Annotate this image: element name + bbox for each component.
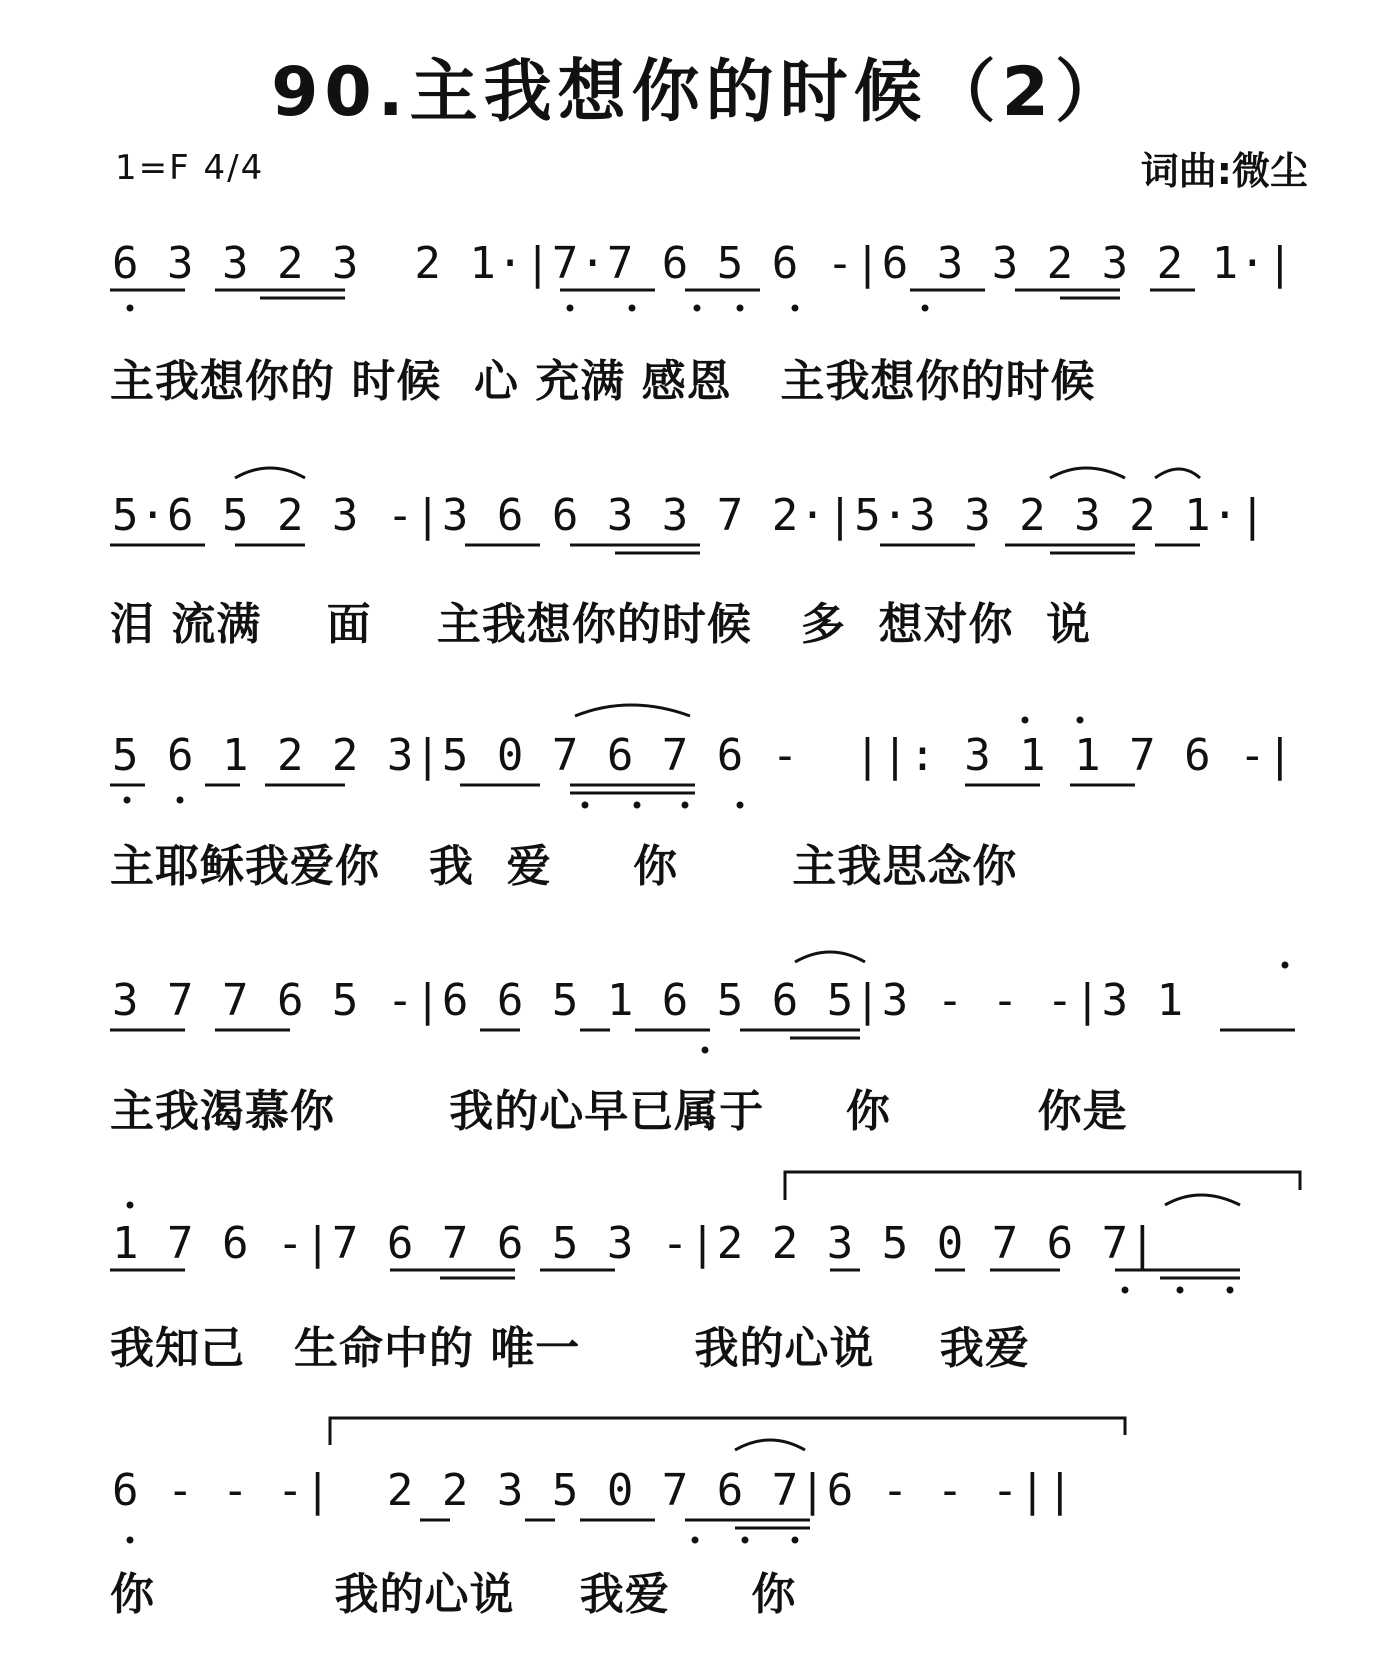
octave-dot — [694, 305, 701, 312]
octave-dot — [582, 802, 589, 809]
lyrics-row-3: 主耶稣我爱你 我 爱 你 主我思念你 — [110, 841, 1018, 892]
slur — [795, 952, 865, 962]
slur — [1155, 469, 1200, 478]
notation-row-1: 6 3 3 2 3 2 1·|7·7 6 5 6 -|6 3 3 2 3 2 1·| — [112, 238, 1295, 289]
octave-dot — [1282, 962, 1289, 969]
octave-dot — [1022, 717, 1029, 724]
octave-dot — [1077, 717, 1084, 724]
octave-dot — [127, 1537, 134, 1544]
slur — [1165, 1195, 1240, 1205]
lyrics-row-4: 主我渴慕你 我的心早已属于 你 你是 — [110, 1086, 1128, 1137]
lyrics-row-6: 你 我的心说 我爱 你 — [110, 1569, 797, 1620]
slur — [1050, 468, 1125, 478]
octave-dot — [692, 1537, 699, 1544]
octave-dot — [922, 305, 929, 312]
volta-bracket — [330, 1418, 1125, 1445]
octave-dot — [629, 305, 636, 312]
octave-dot — [567, 305, 574, 312]
octave-dot — [1227, 1287, 1234, 1294]
octave-dot — [792, 1537, 799, 1544]
author-credit: 词曲:微尘 — [1140, 149, 1308, 193]
octave-dot — [127, 305, 134, 312]
slur — [575, 705, 690, 716]
octave-dot — [177, 797, 184, 804]
volta-bracket — [785, 1172, 1300, 1200]
notation-row-3: 5 6 1 2 2 3|5 0 7 6 7 6 - ||: 3 1 1 7 6 -| — [112, 730, 1295, 781]
lyrics-row-5: 我知己 生命中的 唯一 我的心说 我爱 — [110, 1323, 1030, 1374]
octave-dot — [127, 1202, 134, 1209]
octave-dot — [634, 802, 641, 809]
octave-dot — [792, 305, 799, 312]
octave-dot — [1122, 1287, 1129, 1294]
octave-dot — [737, 305, 744, 312]
octave-dot — [1177, 1287, 1184, 1294]
slur — [235, 468, 305, 478]
notation-row-2: 5·6 5 2 3 -|3 6 6 3 3 7 2·|5·3 3 2 3 2 1·| — [112, 490, 1267, 541]
song-title: 90.主我想你的时候（2） — [271, 53, 1129, 132]
notation-row-5: 1 7 6 -|7 6 7 6 5 3 -|2 2 3 5 0 7 6 7| — [112, 1218, 1157, 1269]
lyrics-row-1: 主我想你的 时候 心 充满 感恩 主我想你的时候 — [110, 356, 1096, 407]
notation-row-6: 6 - - -| 2 2 3 5 0 7 6 7|6 - - -|| — [112, 1465, 1075, 1516]
key-signature: 1=F 4/4 — [115, 148, 265, 188]
octave-dot — [737, 802, 744, 809]
lyrics-row-2: 泪 流满 面 主我想你的时候 多 想对你 说 — [110, 599, 1092, 650]
slur — [735, 1440, 805, 1450]
octave-dot — [682, 802, 689, 809]
notation-row-4: 3 7 7 6 5 -|6 6 5 1 6 5 6 5|3 - - -|3 1 — [112, 975, 1185, 1026]
octave-dot — [702, 1047, 709, 1054]
octave-dot — [742, 1537, 749, 1544]
octave-dot — [124, 797, 131, 804]
